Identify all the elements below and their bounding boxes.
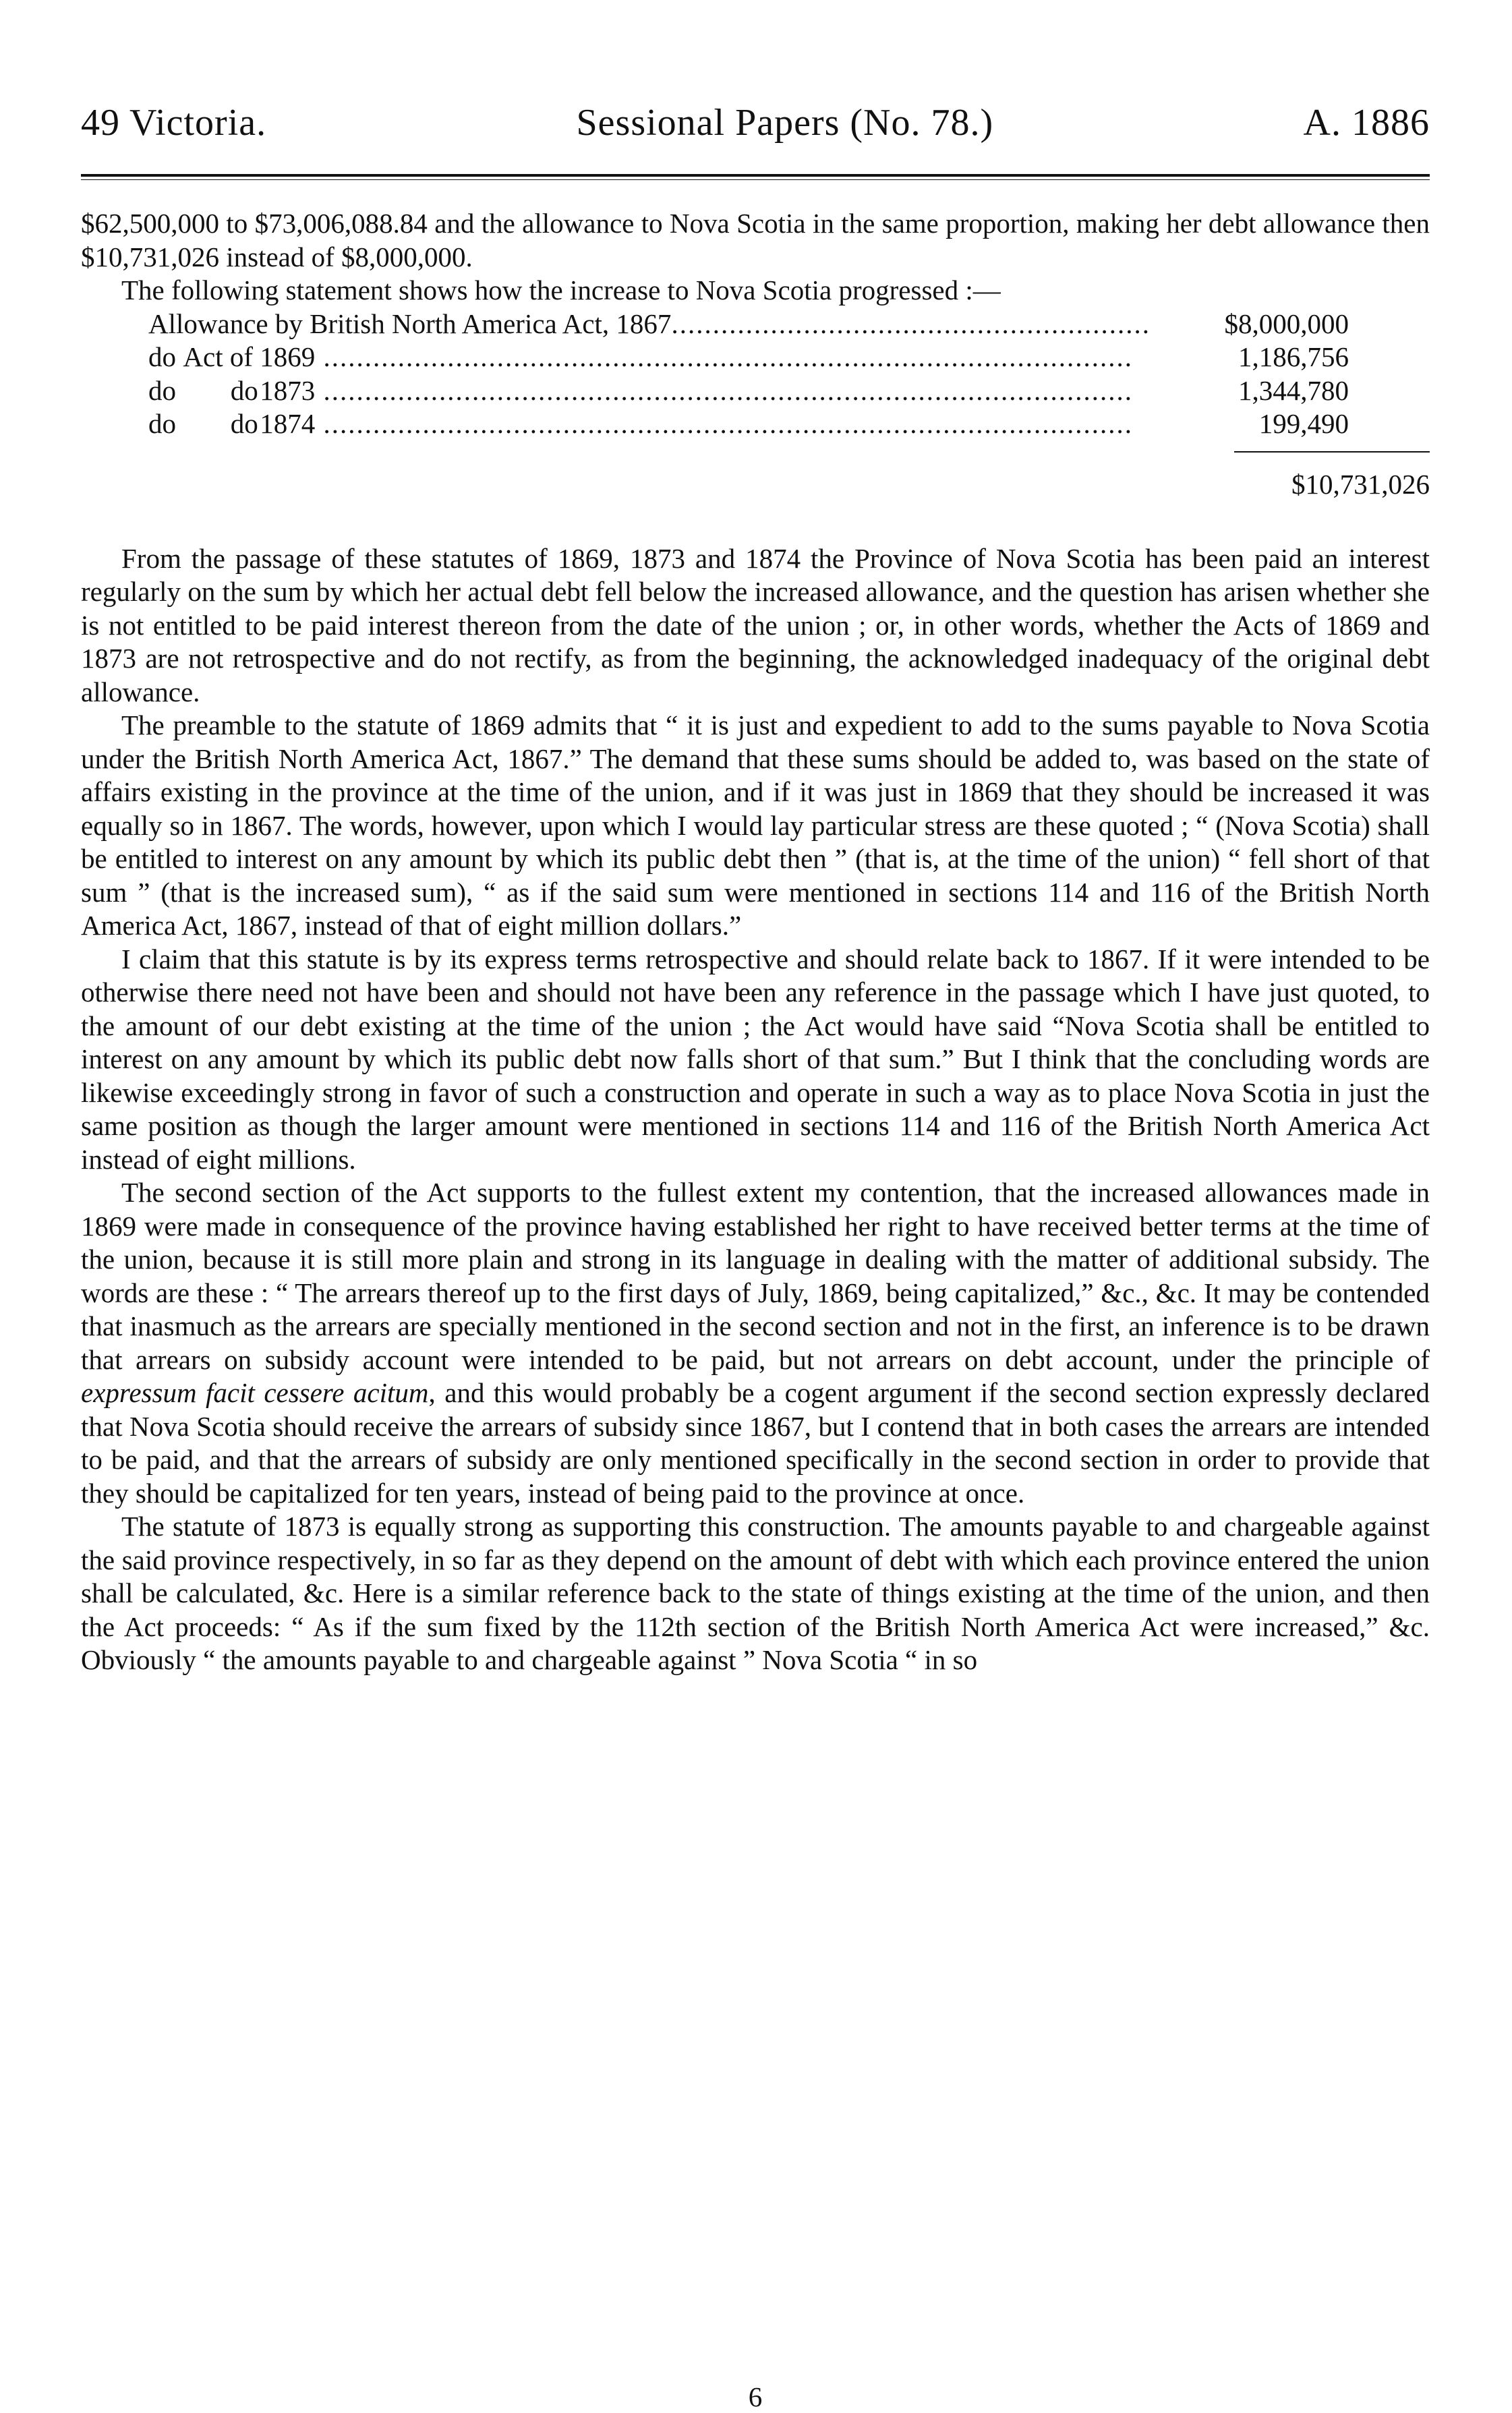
schedule-row [81,407,1430,441]
schedule-row-amount: 1,186,756 [1238,341,1349,372]
paragraph: The statute of 1873 is equally strong as supporting this construction. The amounts payable to and chargeable against the said province respectively, in so far as they depend on the amount of debt with which each province entered the union shall be calculated, &c. Here is a similar reference back to the state of things existing at the time of the union, and then the Act proceeds: “ As if the sum fixed by the 112th section of the British North America Act were increased,” &c. Obviously “ the amounts payable to and chargeable against ” Nova Scotia “ in so [81,1511,1430,1675]
paragraph: From the passage of these statutes of 1869, 1873 and 1874 the Province of Nova Scotia has been paid an interest regularly on the sum by which her actual debt fell below the increased allowance, and the question has arisen whether she is not entitled to be paid interest thereon from the date of the union ; or, in other words, whether the Acts of 1869 and 1873 are not retrospective and do not rectify, as from the beginning, the acknowledged inadequacy of the original debt allowance. [81,542,1430,707]
allowance-schedule [81,308,1430,515]
document-body [81,207,1430,1677]
statement-intro: The following statement shows how the increase to Nova Scotia progressed :— [121,274,1001,306]
schedule-row-ditto: do [230,374,258,406]
schedule-row-label: Allowance by British North America Act, 1867 [148,308,672,339]
leader-dots: .................................................................................................. [315,408,1133,439]
header-rule [81,174,1430,180]
intro-paragraph: $62,500,000 to $73,006,088.84 and the allowance to Nova Scotia in the same proportion, making her debt allowance then $10,731,026 instead of $8,000,000. [81,208,1430,272]
schedule-row-year: 1873 [260,374,316,406]
paragraph: I claim that this statute is by its express terms retrospective and should relate back to 1867. If it were intended to be otherwise there need not have been and should not have been any reference in the passage which I have just quoted, to the amount of our debt existing at the time of the union ; the Act would have said “Nova Scotia shall be entitled to interest on any amount by which its public debt now falls short of that sum.” But I think that the concluding words are likewise exceedingly strong in favor of such a construction and operate in such a way as to place Nova Scotia in just the same position as though the larger amount were mentioned in sections 114 and 116 of the British North America Act instead of eight millions. [81,943,1430,1175]
schedule-total-row [81,455,1430,515]
leader-dots: .......................................................... [671,308,1151,339]
paragraph-text: , and this would probably be a cogent argument if the second section expressly declared that Nova Scotia should receive the arrears of subsidy since 1867, but I contend that in both cases the arrears are intended to be paid, and that the arrears of subsidy are only mentioned specifically in the second section in order to provide that they should be capitalized for ten years, instead of being paid to the province at once. [81,1377,1430,1509]
page-number: 6 [748,2381,763,2412]
schedule-row-ditto: do [148,341,176,372]
schedule-row-amount: 199,490 [1258,408,1349,439]
schedule-row-label: Act of 1869 [183,341,316,372]
latin-maxim: expressum facit cessere acitum [81,1377,429,1408]
schedule-row-amount: $8,000,000 [1224,308,1349,339]
leader-dots: .................................................................................................. [315,374,1133,406]
total-rule [1234,451,1430,453]
schedule-total: $10,731,026 [1291,468,1430,500]
header-title: Sessional Papers (No. 78.) [576,102,994,144]
header-volume: 49 Victoria. [81,102,267,144]
schedule-row-year: 1874 [260,408,316,439]
running-head [81,101,1430,144]
header-year: A. 1886 [1303,102,1430,144]
paragraph: The preamble to the statute of 1869 admits that “ it is just and expedient to add to the sums payable to Nova Scotia under the British North America Act, 1867.” The demand that these sums should be added to, was based on the state of affairs existing in the province at the time of the union, and if it was just in 1869 that they should be increased it was equally so in 1867. The words, however, upon which I would lay particular stress are these quoted ; “ (Nova Scotia) shall be entitled to interest on any amount by which its public debt then ” (that is, at the time of the union) “ fell short of that sum ” (that is the increased sum), “ as if the said sum were mentioned in sections 114 and 116 of the British North America Act, 1867, instead of that of eight million dollars.” [81,709,1430,941]
schedule-row [81,308,1430,341]
schedule-row [81,374,1430,408]
page [81,101,1430,2412]
schedule-row-ditto: do [148,408,176,439]
schedule-row-amount: 1,344,780 [1238,374,1349,406]
leader-dots: .................................................................................................. [315,341,1133,372]
paragraph [81,1176,1430,1510]
paragraph-text: The second section of the Act supports to the fullest extent my contention, that the increased allowances made in 1869 were made in consequence of the province having established her right to have received better terms at the time of the union, because it is still more plain and strong in its language in dealing with the matter of additional subsidy. The words are these : “ The arrears thereof up to the first days of July, 1869, being capitalized,” &c., &c. It may be contended that inasmuch as the arrears are specially mentioned in the second section and not in the first, an inference is to be drawn that arrears on subsidy account were intended to be paid, but not arrears on debt account, under the principle of [81,1177,1430,1375]
schedule-row-ditto: do [230,408,258,439]
schedule-row-ditto: do [148,374,176,406]
schedule-row [81,341,1430,374]
